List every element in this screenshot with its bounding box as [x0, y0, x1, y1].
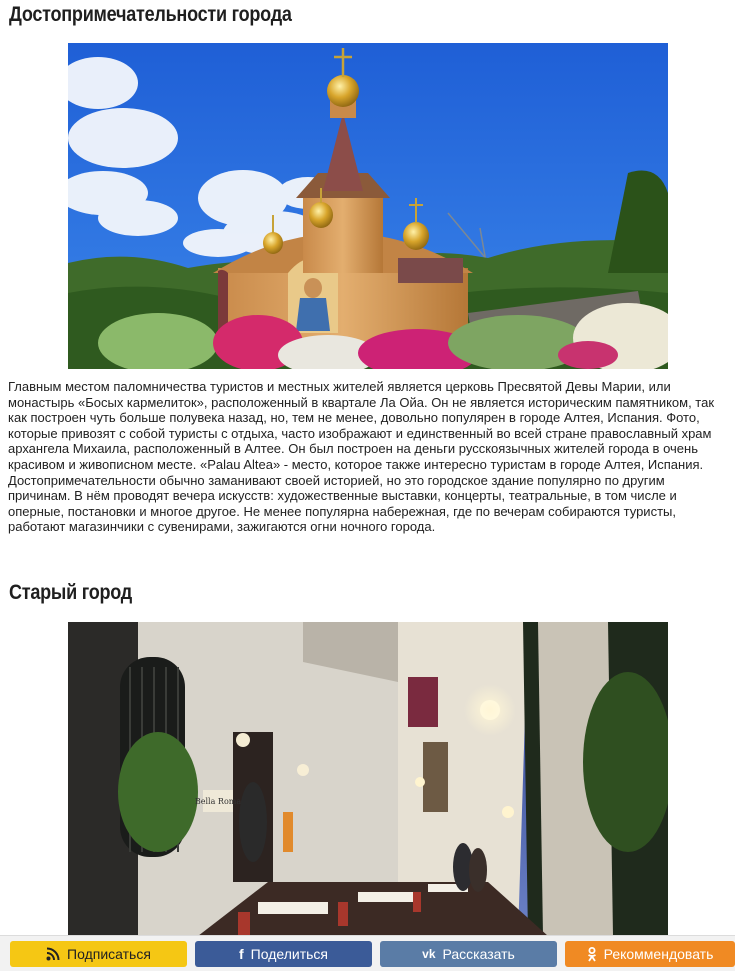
old-town-illustration [68, 622, 668, 936]
share-bar [0, 935, 735, 971]
vk-icon: vk [422, 947, 436, 961]
old-town-photo [68, 622, 668, 936]
subscribe-button[interactable] [10, 941, 187, 967]
odnoklassniki-icon [587, 947, 597, 962]
facebook-share-button[interactable] [195, 941, 372, 967]
restaurant-sign-text: Bella Roma [194, 797, 242, 806]
section-heading-sights: Достопримечательности города [9, 3, 292, 26]
vk-share-label: Рассказать [442, 946, 515, 962]
church-photo [68, 43, 668, 369]
ok-share-button[interactable] [565, 941, 735, 967]
rss-icon [46, 947, 60, 961]
facebook-icon: f [239, 946, 244, 962]
section-heading-old-town: Старый город [9, 581, 133, 604]
facebook-share-label: Поделиться [250, 946, 328, 962]
sights-paragraph: Главным местом паломничества туристов и местных жителей является церковь Пресвятой Девы Марии, или монастырь «Босых кармелиток», расположенный в квартале Ла Ойа. Он не является историческим памятником, так как построен чуть больше полувека назад, но, тем не менее, довольно популярен в городе Алтея, Испания. Фото, которые привозят с собой туристы с отдыха, часто изображают и единственный во всей стране православный храм архангела Михаила, расположенный в Алтее. Он был построен на деньги русскоязычных жителей города в очень красивом и живописном месте. «Palau Altea» - место, которое также интересно туристам в городе Алтея, Испания. Достопримечательности обычно заманивают своей историей, но это городское здание популярно по другим причинам. В нём проводят вечера искусств: художественные выставки, концерты, театральные, в том числе и оперные, постановки и многое другое. Не менее популярна набережная, где по вечерам собираются туристы, работают магазинчики с сувенирами, зажигаются огни ночного города. [8, 379, 715, 535]
subscribe-label: Подписаться [67, 946, 151, 962]
church-illustration [68, 43, 668, 369]
vk-share-button[interactable] [380, 941, 557, 967]
ok-share-label: Рекоммендовать [603, 946, 714, 962]
